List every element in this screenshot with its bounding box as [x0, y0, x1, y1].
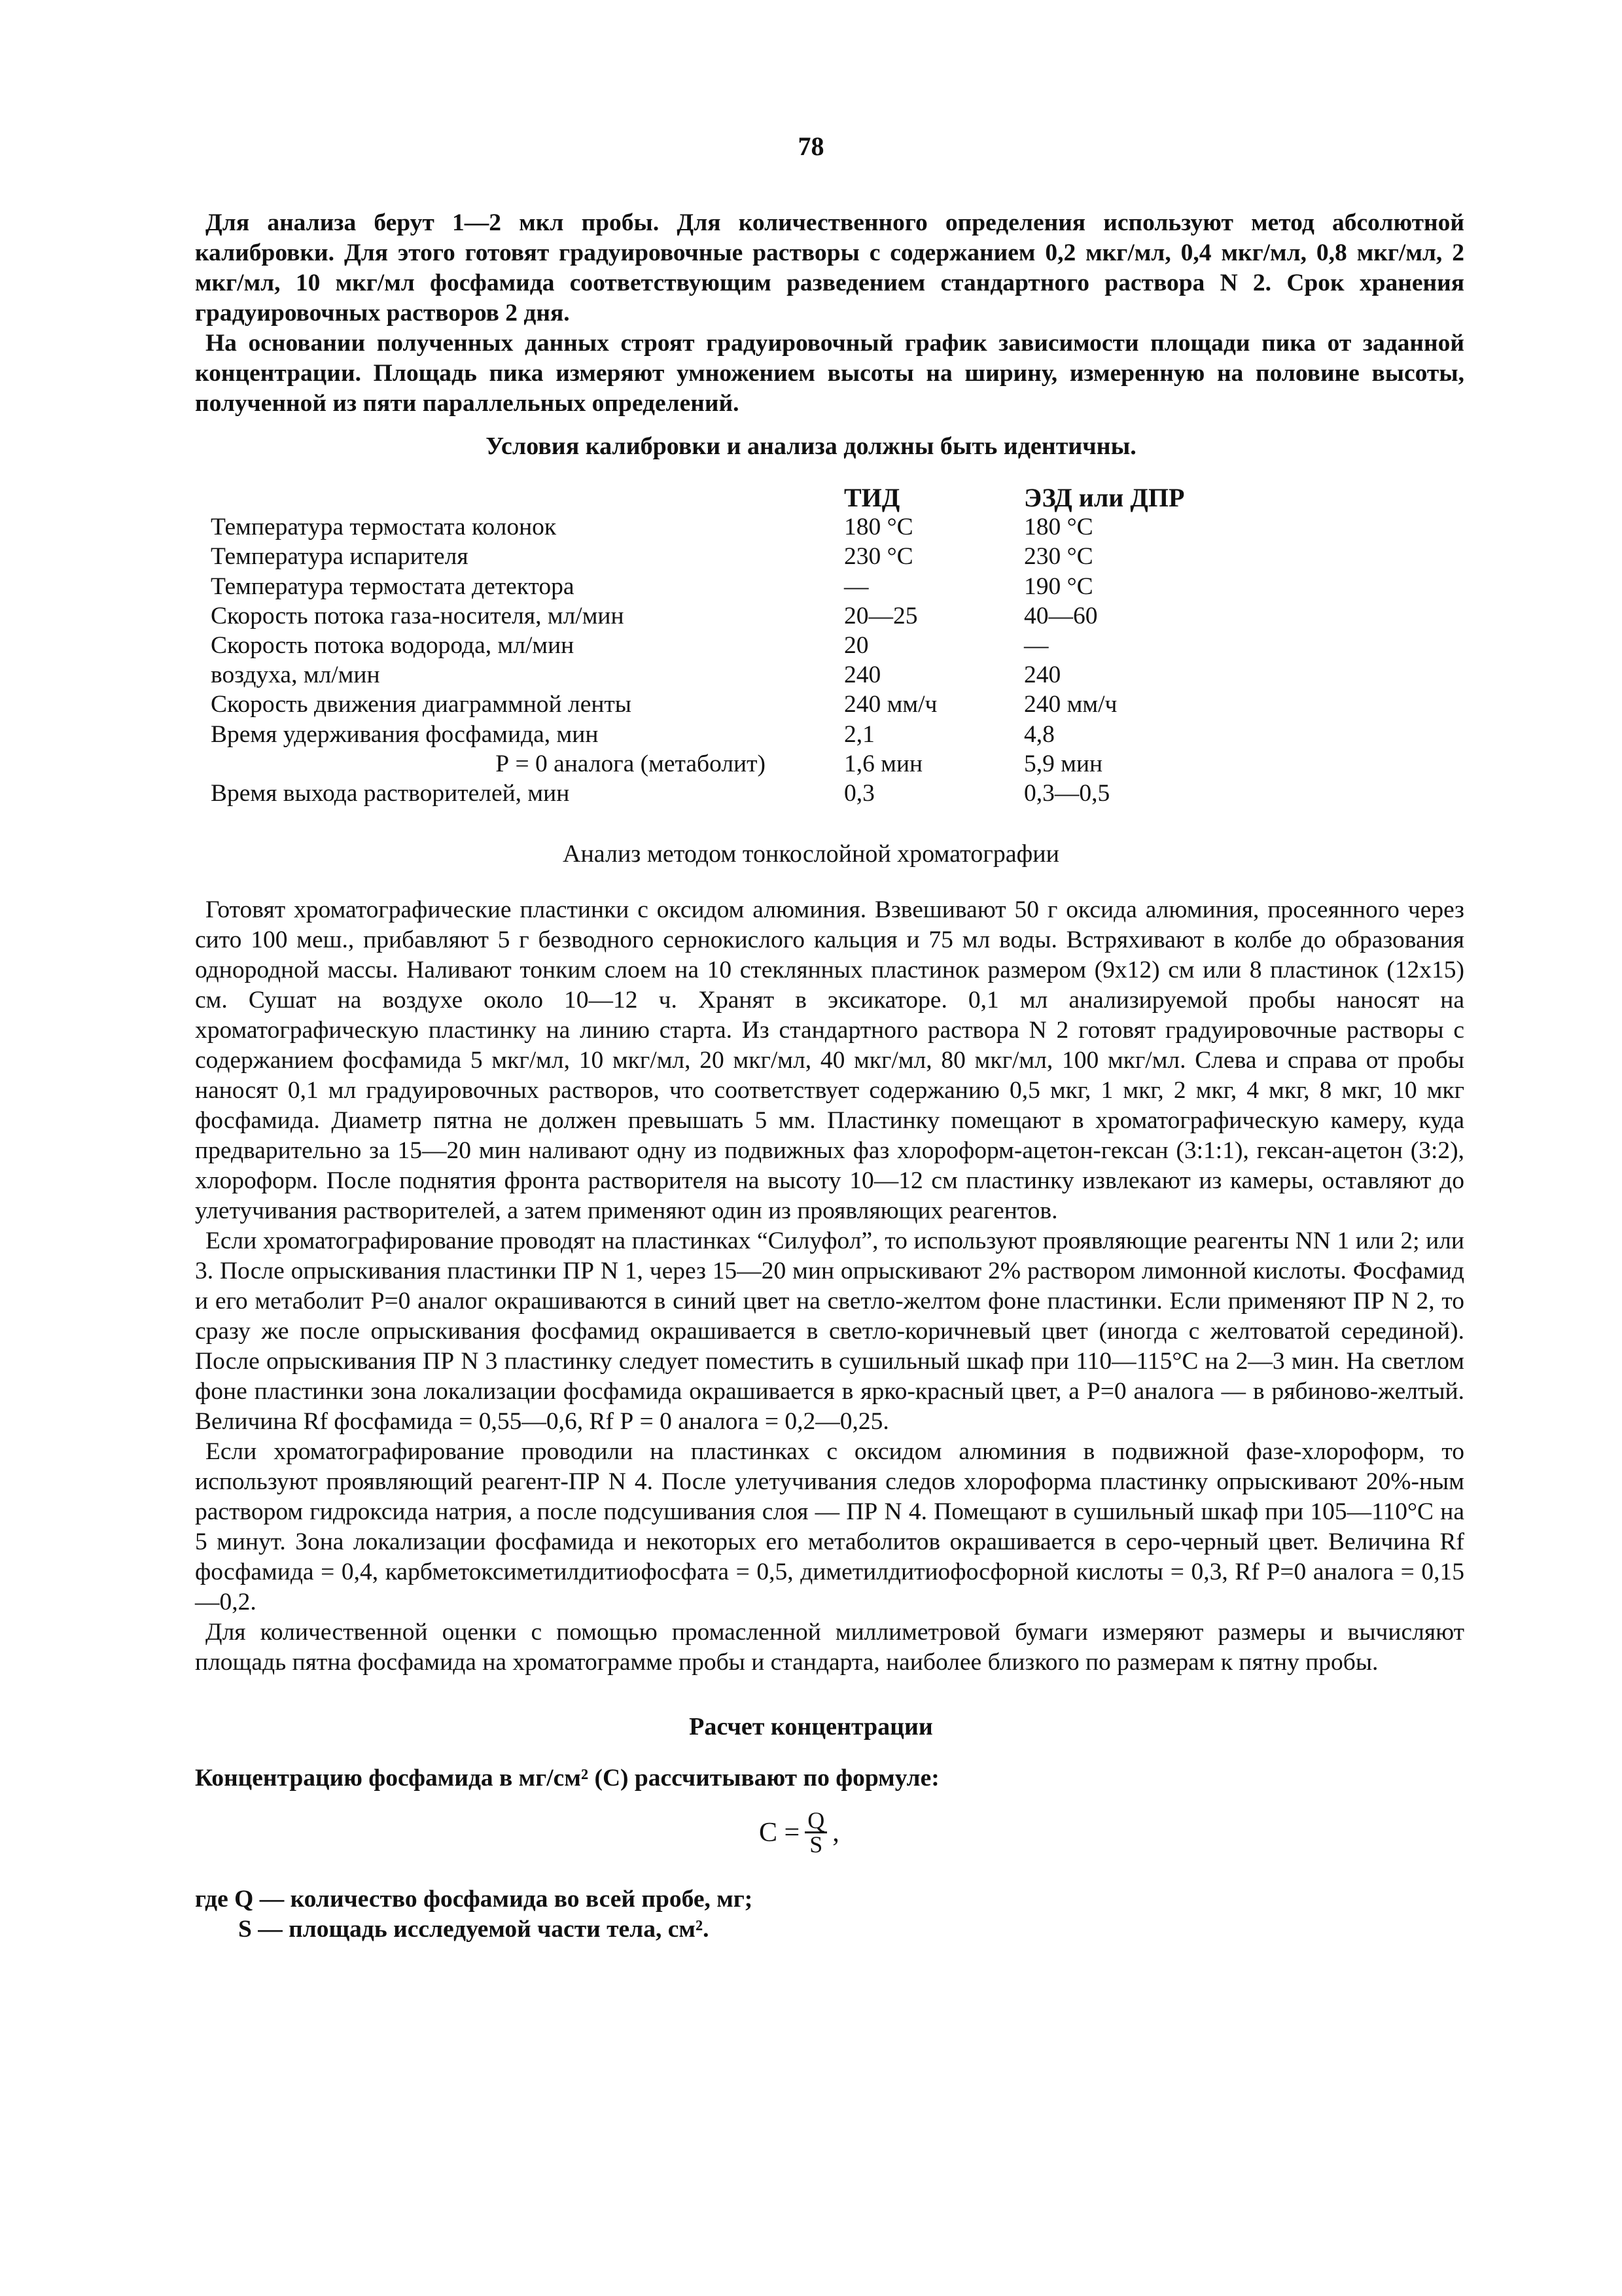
formula-legend	[195, 1884, 752, 1945]
ezd-cell: 4,8	[1024, 720, 1055, 748]
ezd-cell: 230 °С	[1024, 543, 1093, 571]
param-cell: воздуха, мл/мин	[211, 662, 380, 689]
conditions-header-tid: ТИД	[844, 483, 900, 512]
tid-cell: 240	[844, 662, 881, 689]
conditions-header-row	[211, 483, 1220, 512]
intro-section	[195, 208, 1464, 419]
formula-numerator: Q	[805, 1809, 827, 1833]
ezd-cell: 0,3—0,5	[1024, 780, 1110, 807]
table-row	[211, 601, 1220, 631]
ezd-cell: 240 мм/ч	[1024, 691, 1118, 718]
formula-lhs: С =	[759, 1817, 800, 1848]
tlc-paragraph-2: Если хроматографирование проводят на пластинках “Силуфол”, то используют проявляющие реагенты NN 1 или 2; или 3. После опрыскивания пластинки ПР N 1, через 15—20 мин опрыскивают 2% раствором лимонной кислоты. Фосфамид и его метаболит Р=0 аналог окрашиваются в синий цвет на светло-желтом фоне пластинки. Если применяют ПР N 2, то сразу же после опрыскивания фосфамид окрашивается в светло-коричневый цвет (иногда с желтоватой серединой). После опрыскивания ПР N 3 пластинку следует поместить в сушильный шкаф при 110—115°С на 2—3 мин. На светлом фоне пластинки зона локализации фосфамида окрашивается в ярко-красный цвет, а Р=0 аналога — в рябиново-желтый. Величина Rf фосфамида = 0,55—0,6, Rf Р = 0 аналога = 0,2—0,25.	[195, 1227, 1464, 1435]
tid-cell: 1,6 мин	[844, 750, 923, 777]
calc-intro-text: Концентрацию фосфамида в мг/см² (С) рассчитывают по формуле:	[195, 1765, 940, 1792]
calc-heading: Расчет концентрации	[689, 1713, 933, 1740]
ezd-cell: 190 °С	[1024, 573, 1093, 600]
tid-cell: 20—25	[844, 602, 918, 629]
param-cell: Скорость потока газа-носителя, мл/мин	[211, 602, 624, 629]
param-cell: Р = 0 аналога (метаболит)	[495, 750, 766, 777]
table-row	[211, 720, 1220, 749]
formula-denominator: S	[809, 1831, 823, 1858]
param-cell: Температура термостата детектора	[211, 573, 574, 600]
tlc-section	[195, 895, 1464, 1678]
tid-cell: 0,3	[844, 780, 875, 807]
legend-line-q: где Q — количество фосфамида во всей пробе, мг;	[195, 1886, 753, 1913]
formula-trailing: ,	[832, 1817, 839, 1848]
tlc-heading: Анализ методом тонкослойной хроматографии	[563, 840, 1059, 868]
conditions-table	[211, 483, 1220, 808]
intro-paragraph-1: Для анализа берут 1—2 мкл пробы. Для количественного определения используют метод абсолютной калибровки. Для этого готовят градуировочные растворы с содержанием 0,2 мкг/мл, 0,4 мкг/мл, 0,8 мкг/мл, 2 мкг/мл, 10 мкг/мл фосфамида соответствующим разведением стандартного раствора N 2. Срок хранения градуировочных растворов 2 дня.	[195, 209, 1464, 327]
param-cell: Температура термостата колонок	[211, 514, 557, 541]
table-row	[211, 631, 1220, 660]
tid-cell: 2,1	[844, 720, 875, 748]
formula-fraction	[805, 1809, 827, 1856]
tlc-paragraph-4: Для количественной оценки с помощью промасленной миллиметровой бумаги измеряют размеры и вычисляют площадь пятна фосфамида на хроматограмме пробы и стандарта, наиболее близкого по размерам к пятну пробы.	[195, 1619, 1464, 1676]
intro-paragraph-2: На основании полученных данных строят градуировочный график зависимости площади пика от заданной концентрации. Площадь пика измеряют умножением высоты на ширину, измеренную на половине высоты, полученной из пяти параллельных определений.	[195, 330, 1464, 417]
tid-cell: 240 мм/ч	[844, 691, 938, 718]
ezd-cell: 40—60	[1024, 602, 1098, 629]
param-cell: Скорость потока водорода, мл/мин	[211, 632, 574, 660]
ezd-cell: 5,9 мин	[1024, 750, 1103, 777]
table-row	[211, 749, 1220, 779]
tlc-paragraph-3: Если хроматографирование проводили на пластинках с оксидом алюминия в подвижной фазе-хлороформ, то используют проявляющий реагент-ПР N 4. После улетучивания следов хлороформа пластинку опрыскивают 20%-ным раствором гидроксида натрия, а после подсушивания слоя — ПР N 4. Помещают в сушильный шкаф при 105—110°С на 5 минут. Зона локализации фосфамида и некоторых его метаболитов окрашивается в серо-черный цвет. Величина Rf фосфамида = 0,4, карбметоксиметилдитиофосфата = 0,5, диметилдитиофосфорной кислоты = 0,3, Rf Р=0 аналога = 0,15—0,2.	[195, 1438, 1464, 1616]
table-row	[211, 542, 1220, 571]
conditions-header-ezd: ЭЗД или ДПР	[1024, 483, 1185, 512]
ezd-cell: 240	[1024, 662, 1061, 689]
calc-intro	[195, 1763, 1464, 1793]
tid-cell: 20	[844, 632, 869, 660]
conditions-heading: Условия калибровки и анализа должны быть идентичны.	[485, 433, 1137, 460]
ezd-cell: —	[1024, 632, 1049, 660]
param-cell: Время удерживания фосфамида, мин	[211, 720, 599, 748]
tid-cell: 230 °С	[844, 543, 913, 571]
param-cell: Время выхода растворителей, мин	[211, 780, 570, 807]
param-cell: Температура испарителя	[211, 543, 468, 571]
tlc-paragraph-1: Готовят хроматографические пластинки с оксидом алюминия. Взвешивают 50 г оксида алюминия, просеянного через сито 100 меш., прибавляют 5 г безводного сернокислого кальция и 75 мл воды. Встряхивают в колбе до образования однородной массы. Наливают тонким слоем на 10 стеклянных пластинок размером (9х12) см или 8 пластинок (12х15) см. Сушат на воздухе около 10—12 ч. Хранят в эксикаторе. 0,1 мл анализируемой пробы наносят на хроматографическую пластинку на линию старта. Из стандартного раствора N 2 готовят градуировочные растворы с содержанием фосфамида 5 мкг/мл, 10 мкг/мл, 20 мкг/мл, 40 мкг/мл, 80 мкг/мл, 100 мкг/мл. Слева и справа от пробы наносят 0,1 мл градуировочных растворов, что соответствует содержанию 0,5 мкг, 1 мкг, 2 мкг, 4 мкг, 8 мкг, 10 мкг фосфамида. Диаметр пятна не должен превышать 5 мм. Пластинку помещают в хроматографическую камеру, куда предварительно за 15—20 мин наливают одну из подвижных фаз хлороформ-ацетон-гексан (3:1:1), гексан-ацетон (3:2), хлороформ. После поднятия фронта растворителя на высоту 10—12 см пластинку извлекают из камеры, оставляют до улетучивания растворителей, а затем применяют один из проявляющих реагентов.	[195, 896, 1464, 1224]
ezd-cell: 180 °С	[1024, 514, 1093, 541]
conditions-header-param	[211, 483, 844, 512]
table-row	[211, 779, 1220, 808]
tid-cell: 180 °С	[844, 514, 913, 541]
page-number: 78	[798, 132, 824, 161]
table-row	[211, 690, 1220, 719]
concentration-formula	[759, 1809, 839, 1856]
table-row	[211, 512, 1220, 542]
table-row	[211, 660, 1220, 690]
table-row	[211, 572, 1220, 601]
param-cell: Скорость движения диаграммной ленты	[211, 691, 631, 718]
legend-line-s: S — площадь исследуемой части тела, см².	[238, 1916, 709, 1943]
tid-cell: —	[844, 573, 869, 600]
